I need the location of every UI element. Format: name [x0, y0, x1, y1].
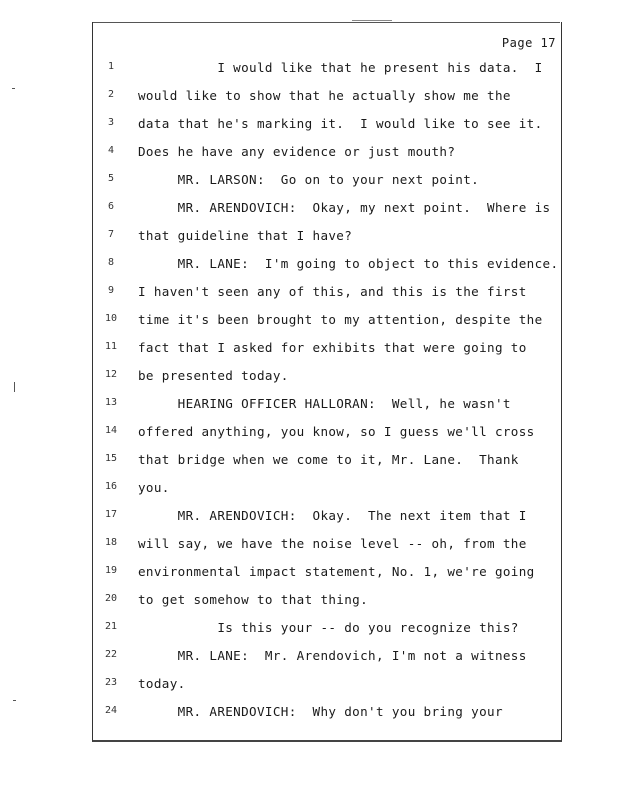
line-number: 6	[107, 201, 115, 212]
line-number: 4	[107, 145, 115, 156]
line-number: 11	[104, 341, 118, 352]
line-number: 19	[104, 565, 118, 576]
transcript-line: HEARING OFFICER HALLORAN: Well, he wasn't	[138, 396, 511, 411]
transcript-line: that bridge when we come to it, Mr. Lane. Thank	[138, 452, 519, 467]
scan-artifact	[14, 382, 15, 392]
line-number: 24	[104, 705, 118, 716]
transcript-line: to get somehow to that thing.	[138, 592, 369, 607]
line-number: 1	[107, 61, 115, 72]
transcript-line: Is this your -- do you recognize this?	[138, 620, 519, 635]
line-number: 15	[104, 453, 118, 464]
transcript-line: MR. ARENDOVICH: Why don't you bring your	[138, 704, 503, 719]
line-number: 13	[104, 397, 118, 408]
page-number: Page 17	[501, 36, 556, 50]
line-number: 12	[104, 369, 118, 380]
transcript-line: time it's been brought to my attention, despite the	[138, 312, 543, 327]
line-number: 8	[107, 257, 115, 268]
transcript-line: MR. ARENDOVICH: Okay, my next point. Where is	[138, 200, 551, 215]
line-number: 2	[107, 89, 115, 100]
line-number: 17	[104, 509, 118, 520]
transcript-line: MR. ARENDOVICH: Okay. The next item that I	[138, 508, 527, 523]
transcript-line: I would like that he present his data. I	[138, 60, 543, 75]
transcript-line: fact that I asked for exhibits that were going to	[138, 340, 527, 355]
line-number: 10	[104, 313, 118, 324]
transcript-line: offered anything, you know, so I guess we'll cross	[138, 424, 535, 439]
line-number: 3	[107, 117, 115, 128]
transcript-line: today.	[138, 676, 186, 691]
transcript-line: you.	[138, 480, 170, 495]
transcript-line: would like to show that he actually show me the	[138, 88, 511, 103]
line-number: 16	[104, 481, 118, 492]
scan-artifact	[13, 700, 16, 701]
transcript-line: that guideline that I have?	[138, 228, 353, 243]
transcript-line: will say, we have the noise level -- oh, from the	[138, 536, 527, 551]
line-number: 5	[107, 173, 115, 184]
transcript-line: data that he's marking it. I would like to see it.	[138, 116, 543, 131]
line-number: 21	[104, 621, 118, 632]
transcript-line: MR. LARSON: Go on to your next point.	[138, 172, 480, 187]
line-number: 22	[104, 649, 118, 660]
transcript-line: MR. LANE: Mr. Arendovich, I'm not a witness	[138, 648, 527, 663]
line-number: 9	[107, 285, 115, 296]
line-number: 20	[104, 593, 118, 604]
line-number: 14	[104, 425, 118, 436]
scan-artifact	[352, 20, 392, 21]
transcript-line: environmental impact statement, No. 1, we're going	[138, 564, 535, 579]
line-number: 23	[104, 677, 118, 688]
scan-artifact	[12, 88, 15, 89]
line-number: 18	[104, 537, 118, 548]
transcript-line: Does he have any evidence or just mouth?	[138, 144, 456, 159]
transcript-line: be presented today.	[138, 368, 289, 383]
transcript-line: I haven't seen any of this, and this is the first	[138, 284, 527, 299]
line-number: 7	[107, 229, 115, 240]
transcript-line: MR. LANE: I'm going to object to this evidence.	[138, 256, 559, 271]
